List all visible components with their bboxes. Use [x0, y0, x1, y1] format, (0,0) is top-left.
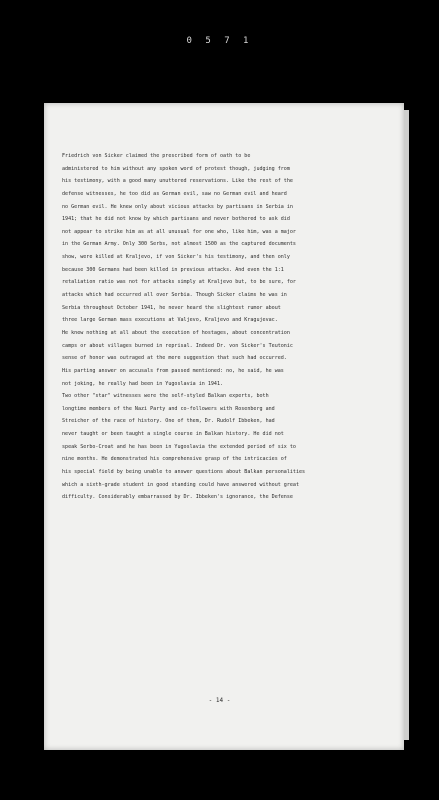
text-line: never taught or been taught a single course in Balkan history. He did not — [62, 431, 284, 438]
text-line: in the German Army. Only 300 Serbs, not almost 1500 as the captured documents — [62, 241, 296, 248]
body-text — [62, 150, 362, 504]
text-line: which a sixth-grade student in good standing could have answered without great — [62, 481, 300, 488]
text-line: no German evil. He knew only about vicious attacks by partisans in Serbia in — [62, 203, 293, 210]
text-line: speak Serbo-Croat and he has been in Yugoslavia the extended period of six to — [62, 443, 296, 450]
page-number: - 14 - — [208, 697, 231, 704]
paragraph — [62, 390, 362, 504]
text-line: His parting answer on accusals from passed mentioned: no, he said, he was — [62, 367, 284, 374]
text-line: his special field by being unable to answer questions about Balkan personalities — [62, 469, 306, 476]
text-line: defense witnesses, he too did as German evil, saw no German evil and heard — [62, 190, 287, 197]
text-line: camps or about villages burned in reprisal. Indeed Dr. von Sicker's Teutonic — [62, 342, 293, 349]
text-line: not appear to strike him as at all unusual for one who, like him, was a major — [62, 228, 296, 235]
text-line: Streicher of the race of history. One of them, Dr. Rudolf Ibbeken, had — [62, 418, 275, 425]
microfilm-frame-number: 0 5 7 1 — [186, 36, 253, 46]
text-line: He knew nothing at all about the execution of hostages, about concentration — [62, 329, 290, 336]
text-line: nine months. He demonstrated his comprehensive grasp of the intricacies of — [62, 456, 287, 463]
text-line: longtime members of the Nazi Party and co-followers with Rosenberg and — [62, 405, 275, 412]
paragraph — [62, 150, 362, 390]
text-line: because 300 Germans had been killed in previous attacks. And even the 1:1 — [62, 266, 284, 273]
text-line: not joking, he really had been in Yugoslavia in 1941. — [62, 380, 224, 387]
text-line: attacks which had occurred all over Serbia. Though Sicker claims he was in — [62, 292, 287, 299]
text-line: Serbia throughout October 1941, he never heard the slightest rumor about — [62, 304, 281, 311]
text-line: Friedrich von Sicker claimed the prescribed form of oath to be — [62, 153, 251, 159]
text-line: administered to him without any spoken word of protest though, judging from — [62, 165, 290, 172]
text-line: Two other "star" witnesses were the self-styled Balkan experts, both — [62, 393, 269, 400]
text-line: retaliation ratio was not for attacks simply at Kraljevo but, to be sure, for — [62, 279, 296, 286]
page-edge — [404, 110, 409, 740]
text-line: his testimony, with a good many unuttered reservations. Like the rest of the — [62, 178, 293, 185]
text-line: show, were killed at Kraljevo, if von Sicker's his testimony, and then only — [62, 254, 290, 261]
text-line: three large German mass executions at Valjevo, Kraljevo and Kragujevac. — [62, 317, 278, 324]
text-line: 1941; that he did not know by which partisans and never bothered to ask did — [62, 216, 290, 223]
text-line: sense of honor was outraged at the mere suggestion that such had occurred. — [62, 355, 287, 362]
text-line: difficulty. Considerably embarrassed by Dr. Ibbeken's ignorance, the Defense — [62, 494, 293, 501]
